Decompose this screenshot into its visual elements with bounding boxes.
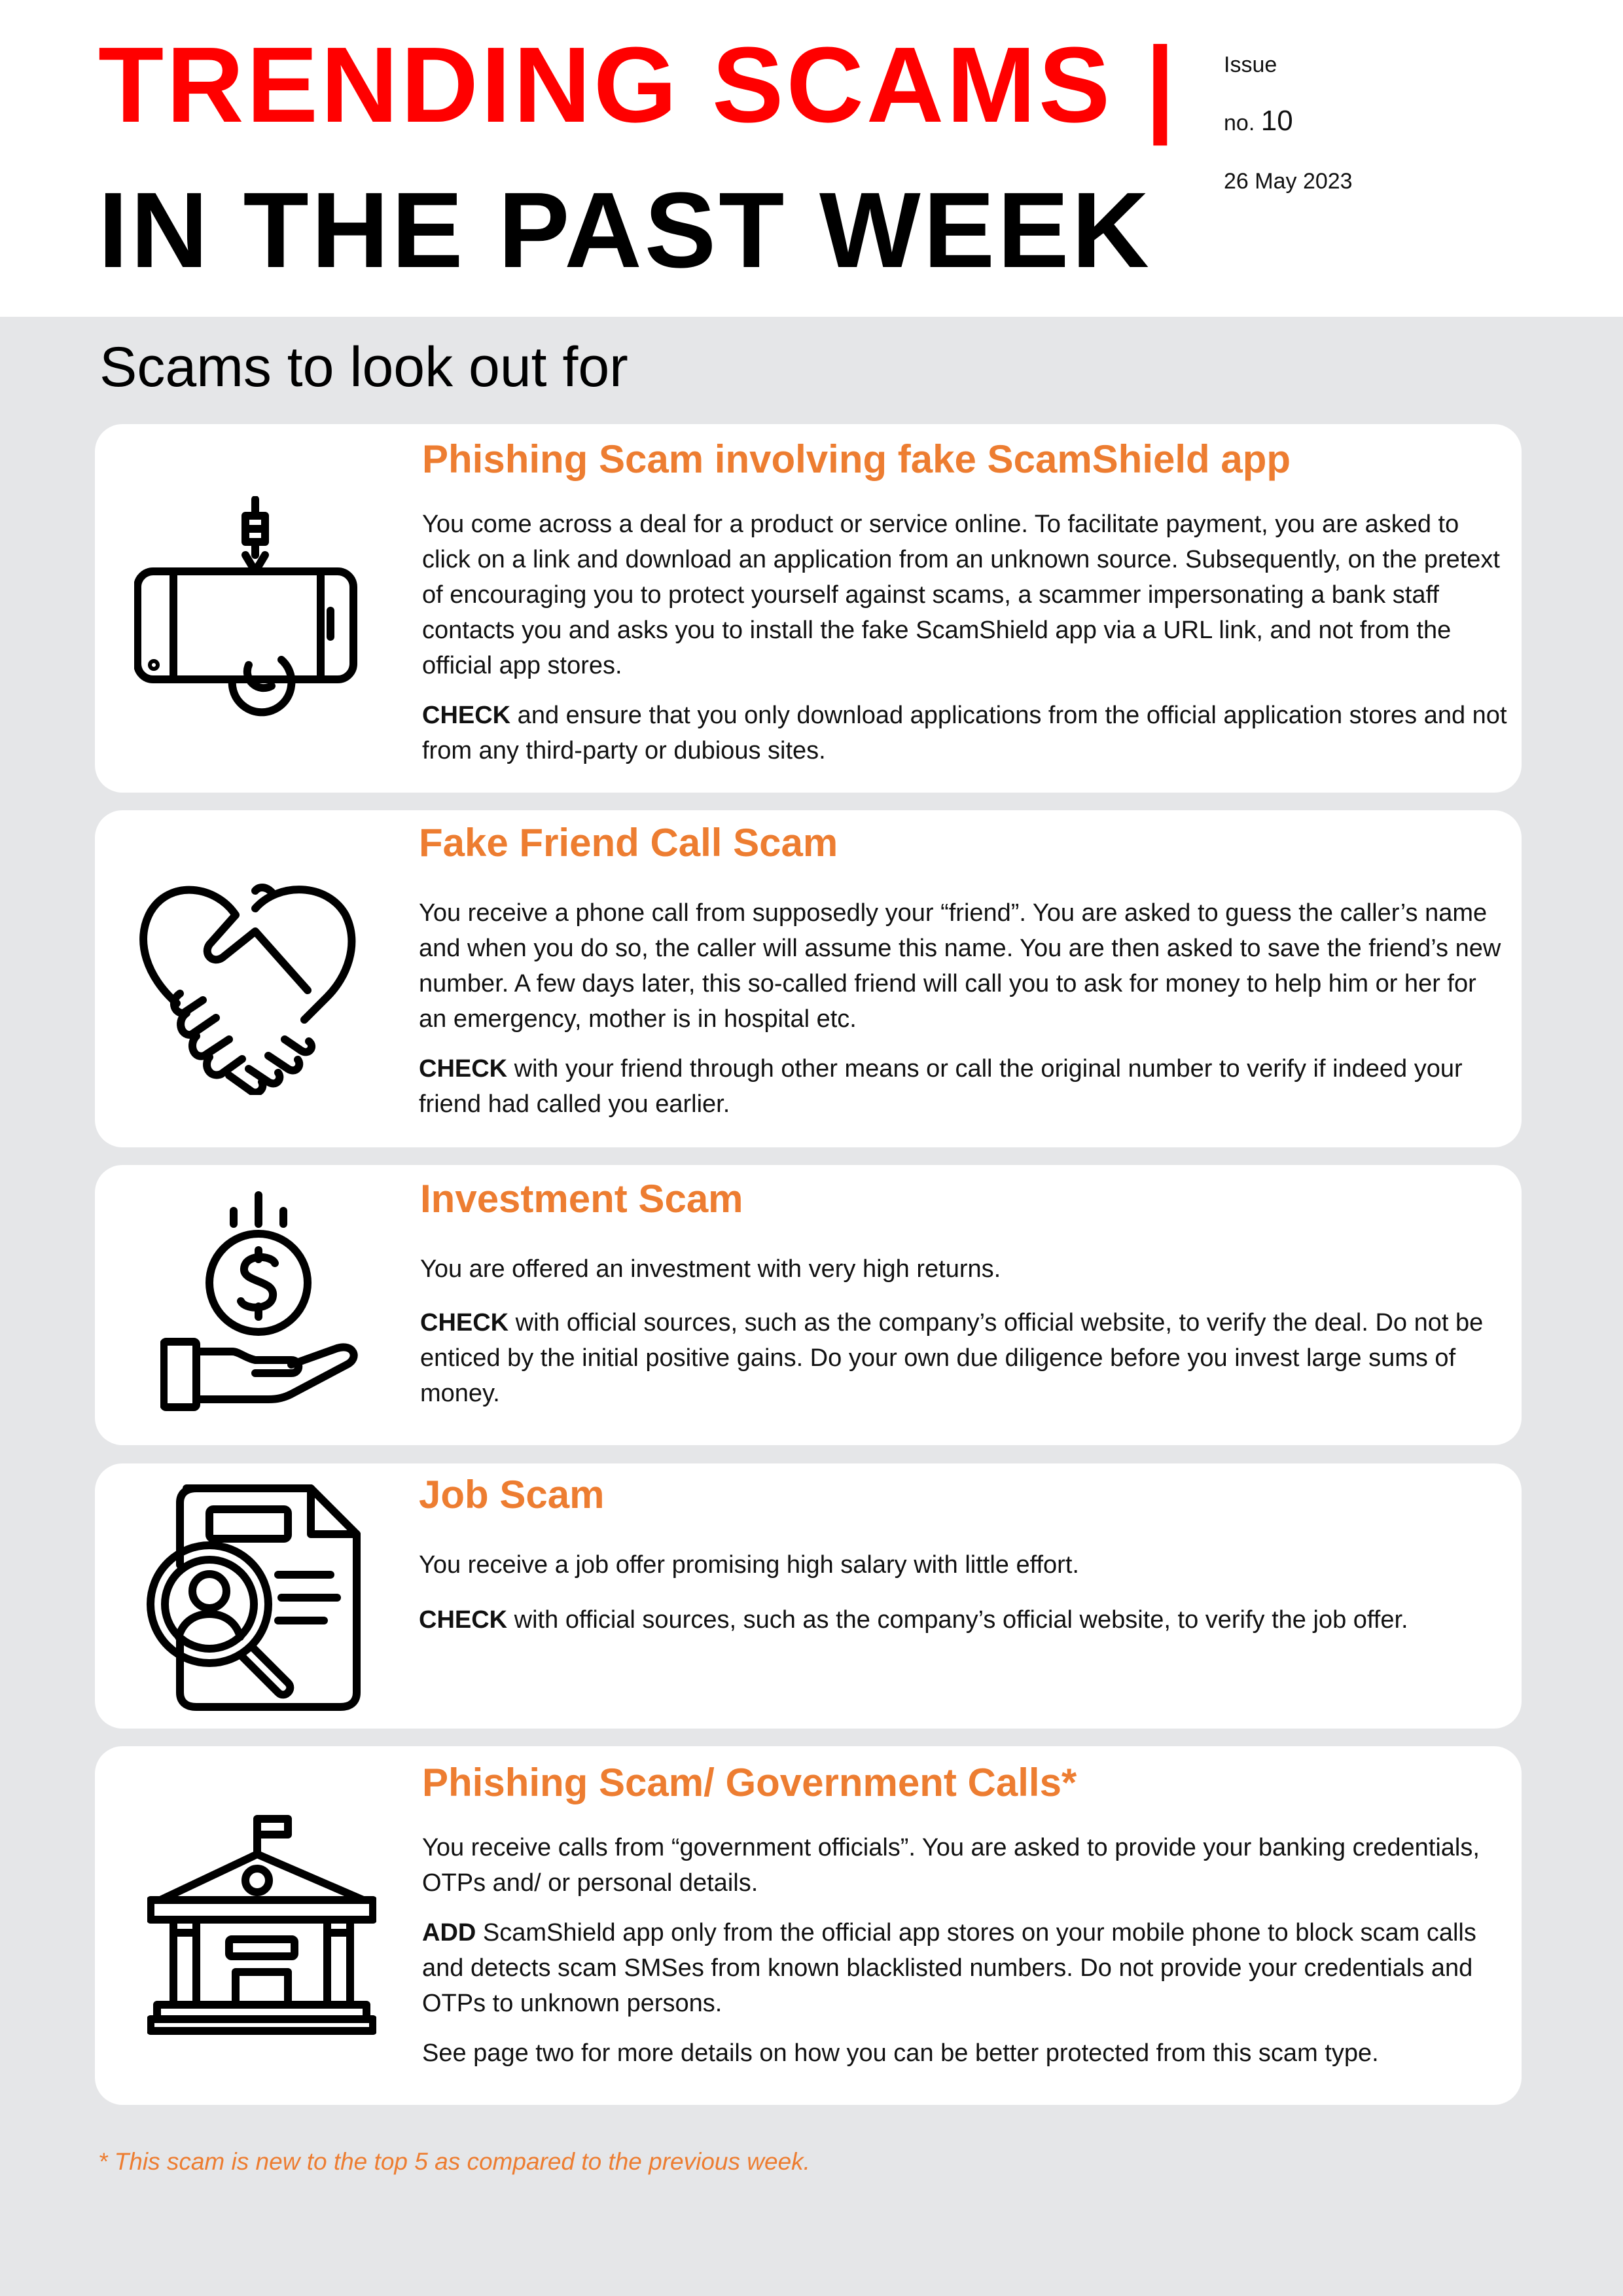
scam-card-phishing-scamshield: [95, 424, 1522, 793]
card-action: [422, 698, 1508, 768]
action-keyword: CHECK: [419, 1055, 508, 1083]
card-action: [422, 1915, 1508, 2021]
card-title: Fake Friend Call Scam: [419, 821, 838, 865]
card-description: You are offered an investment with very high returns.: [420, 1255, 1001, 1283]
resume-magnifier-icon: [141, 1483, 363, 1712]
card-description: You receive calls from “government officials”. You are asked to provide your banking credentials, OTPs and/ or personal details.: [422, 1834, 1480, 1897]
issue-number: [1224, 105, 1293, 137]
card-title: Investment Scam: [420, 1177, 743, 1221]
card-action: [419, 1051, 1505, 1122]
heart-handshake-icon: [137, 879, 360, 1095]
action-keyword: CHECK: [422, 702, 511, 729]
card-title: Phishing Scam/ Government Calls*: [422, 1761, 1077, 1804]
card-extra-note: See page two for more details on how you can be better protected from this scam type.: [422, 2039, 1379, 2067]
section-title: Scams to look out for: [99, 336, 628, 399]
card-body: [422, 436, 1508, 783]
card-title: Phishing Scam involving fake ScamShield app: [422, 437, 1291, 481]
phone-hook-icon: [134, 496, 370, 732]
issue-number-value: 10: [1260, 105, 1293, 137]
action-keyword: CHECK: [419, 1606, 508, 1634]
action-keyword: ADD: [422, 1919, 476, 1946]
footnote: * This scam is new to the top 5 as compared to the previous week.: [98, 2148, 810, 2175]
card-description: You receive a phone call from supposedly your “friend”. You are asked to guess the caller’s name and when you do so, the caller will assume this name. You are then asked to save the friend’s new number. A few days later, this so-called friend will call you to ask for money to help him or her for an emergency, mother is in hospital etc.: [419, 899, 1501, 1033]
action-text: ScamShield app only from the official app stores on your mobile phone to block scam calls and detects scam SMSes from known blacklisted numbers. Do not provide your credentials and OTPs to unknown persons.: [422, 1919, 1476, 2017]
action-text: with your friend through other means or call the original number to verify if indeed your friend had called you earlier.: [419, 1055, 1463, 1118]
issue-number-prefix: no.: [1224, 111, 1255, 135]
header: [0, 0, 1623, 317]
card-title: Job Scam: [419, 1473, 605, 1516]
card-body: [419, 819, 1505, 1136]
scam-card-job: [95, 1463, 1522, 1729]
action-text: with official sources, such as the company’s official website, to verify the job offer.: [507, 1606, 1408, 1634]
card-body: [419, 1471, 1505, 1652]
card-description: You come across a deal for a product or service online. To facilitate payment, you are asked to click on a link and download an application from an unknown source. Subsequently, on the pretext of encouraging you to protect yourself against scams, a scammer impersonating a bank staff contacts you and asks you to install the fake ScamShield app via a URL link, and not from the official app stores.: [422, 511, 1500, 679]
action-text: with official sources, such as the company’s official website, to verify the deal. Do not be enticed by the initial positive gains. Do your own due diligence before you invest large sums of money.: [420, 1309, 1484, 1407]
card-action: [419, 1602, 1505, 1638]
card-description: You receive a job offer promising high salary with little effort.: [419, 1551, 1079, 1579]
hand-coin-dollar-icon: [160, 1191, 370, 1414]
scam-card-fake-friend-call: [95, 810, 1522, 1147]
action-keyword: CHECK: [420, 1309, 509, 1336]
scam-card-government-calls: [95, 1746, 1522, 2105]
card-action: [420, 1305, 1507, 1411]
action-text: and ensure that you only download applications from the official application stores and not from any third-party or dubious sites.: [422, 702, 1507, 764]
title-line-2: IN THE PAST WEEK: [98, 170, 1152, 290]
card-body: [422, 1759, 1508, 2085]
issue-date: 26 May 2023: [1224, 169, 1353, 194]
card-body: [420, 1175, 1507, 1426]
scam-card-investment: [95, 1165, 1522, 1445]
title-line-1: TRENDING SCAMS |: [98, 25, 1178, 145]
government-building-icon: [147, 1815, 376, 2037]
issue-label: Issue: [1224, 52, 1277, 77]
